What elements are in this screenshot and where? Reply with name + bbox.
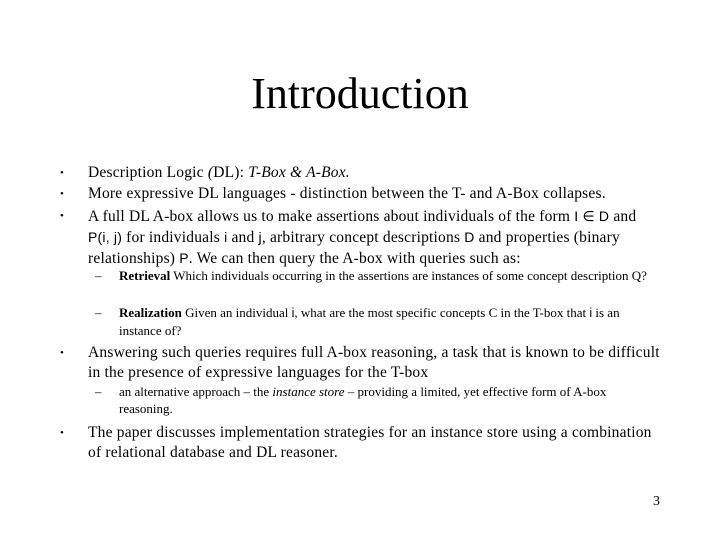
page-number: 3 — [653, 494, 660, 509]
dash-marker: – — [95, 268, 102, 283]
bullet-description-logic — [60, 163, 668, 183]
bullet-text: A full DL A-box allows us to make assertions about individuals of the form — [88, 208, 575, 225]
bullet-paper-discusses — [60, 423, 668, 463]
bullet-text: Description Logic — [88, 164, 208, 181]
subbullet-text: Given an individual — [181, 305, 292, 320]
bullet-text: and — [227, 229, 259, 246]
bullet-text: More expressive DL languages - distinction between the T- and A-Box collapses. — [88, 185, 606, 202]
dash-marker: – — [95, 384, 102, 399]
paren-close: ): — [234, 164, 245, 181]
bullet-marker: • — [60, 167, 65, 179]
formula-p-ij: P(i, j) — [88, 229, 123, 245]
term-retrieval: Retrieval — [119, 268, 171, 283]
formula-i-in-d: I ∈ D — [574, 208, 610, 224]
bullet-text: The paper discusses implementation strategies for an instance store using a combination of relational database and DL reasoner. — [88, 424, 652, 461]
subbullet-text: Which individuals occurring in the assertions are instances of some concept description Q? — [170, 268, 647, 283]
var-p: P — [179, 250, 189, 266]
subbullet-text: is an instance of? — [119, 305, 620, 338]
subbullet-text: an alternative approach – the — [119, 384, 273, 399]
subbullet-retrieval — [95, 267, 659, 284]
bullet-marker: • — [60, 210, 65, 222]
var-j: j — [258, 229, 262, 245]
var-d: D — [464, 229, 475, 245]
bullet-text: , arbitrary concept descriptions — [261, 229, 465, 246]
bullet-text: for individuals — [122, 229, 225, 246]
bullet-text: and — [609, 208, 637, 225]
slide-title: Introduction — [251, 69, 469, 118]
dash-marker: – — [95, 305, 102, 320]
subbullet-text: – providing a limited, yet effective form of A-box reasoning. — [119, 384, 607, 416]
tbox-abox-italic: T-Box & A-Box. — [244, 164, 350, 181]
bullet-full-dl-abox — [60, 206, 668, 269]
paren-open: ( — [207, 164, 214, 181]
bullet-text: Answering such queries requires full A-box reasoning, a task that is known to be difficult in the presence of expressive languages for the T-box — [88, 344, 660, 381]
subbullet-text: , what are the most specific concepts C in the T-box that — [294, 305, 590, 320]
term-instance-store: instance store — [272, 384, 345, 399]
var-i: i — [291, 306, 295, 320]
var-i: i — [224, 229, 228, 245]
bullet-marker: • — [60, 188, 65, 200]
bullet-marker: • — [60, 427, 65, 439]
var-i: i — [589, 306, 593, 320]
bullet-answering-queries — [60, 343, 668, 383]
bullet-more-expressive — [60, 184, 668, 204]
bullet-text: . We can then query the A-box with queries such as: — [188, 250, 521, 267]
abbr-dl: DL — [213, 164, 235, 181]
bullet-marker: • — [60, 347, 65, 359]
subbullet-realization — [95, 304, 659, 339]
term-realization: Realization — [119, 305, 182, 320]
subbullet-instance-store — [95, 383, 659, 417]
bullet-text: and properties (binary relationships) — [88, 229, 620, 267]
